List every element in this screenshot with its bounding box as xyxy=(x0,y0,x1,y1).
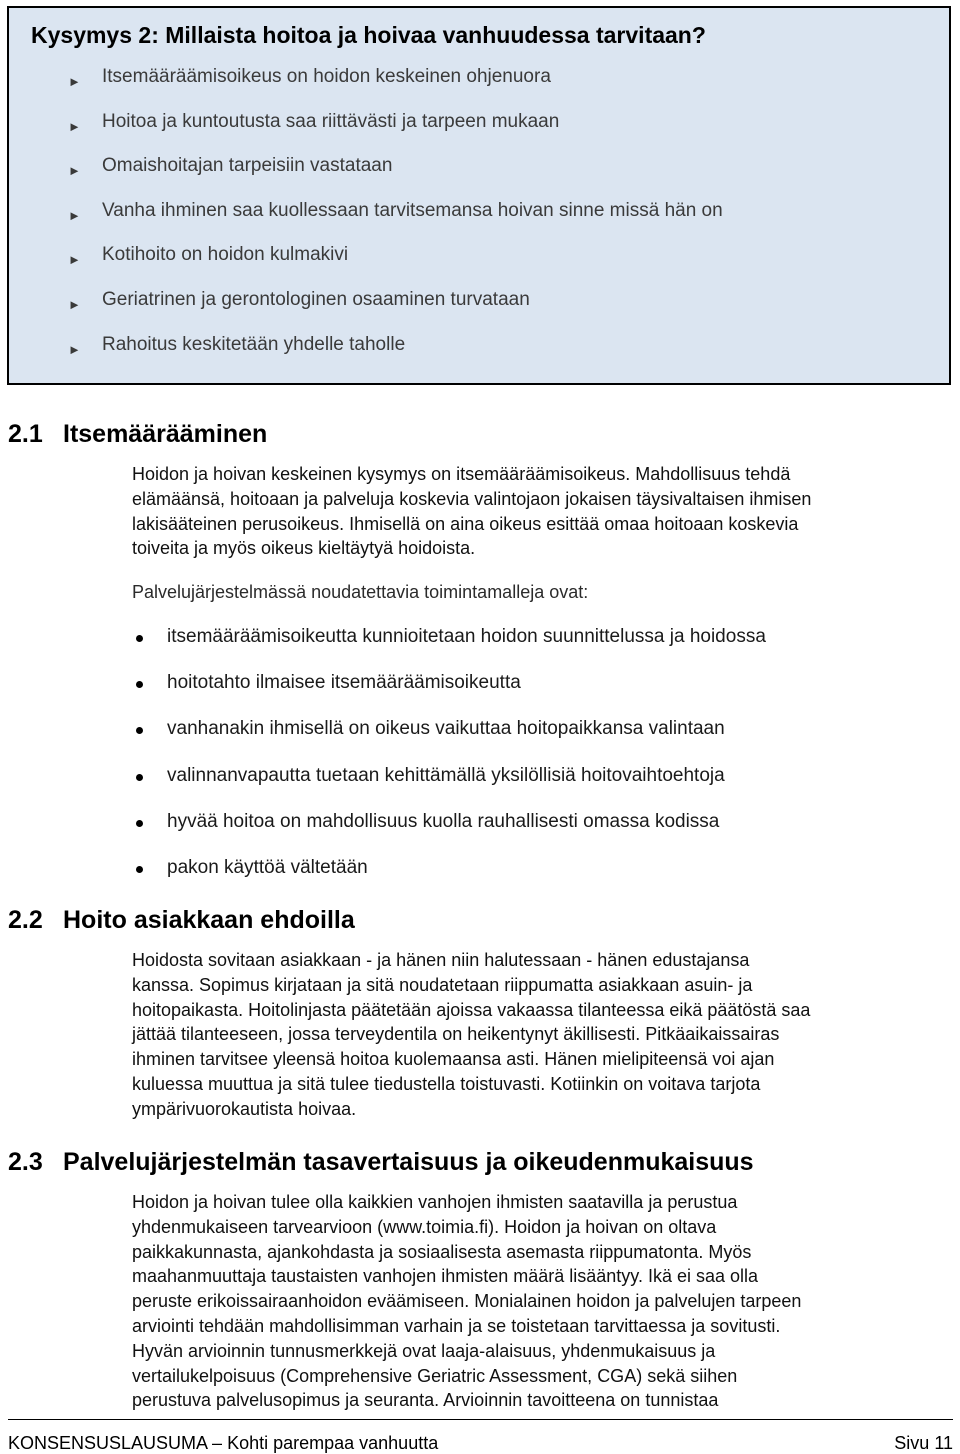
footer-page-number: Sivu 11 xyxy=(894,1433,953,1453)
models-intro: Palvelujärjestelmässä noudatettavia toimintamalleja ovat: xyxy=(132,582,589,602)
question-box-item: ► Kotihoito on hoidon kulmakivi xyxy=(68,244,349,268)
list-item: pakon käyttöä vältetään xyxy=(0,857,960,903)
page-footer xyxy=(8,1419,953,1452)
list-item: vanhanakin ihmisellä on oikeus vaikuttaa hoitopaikkansa valintaan xyxy=(0,718,960,764)
section-title: Itsemäärääminen xyxy=(63,420,268,448)
question-box-item: ► Rahoitus keskitetään yhdelle taholle xyxy=(68,333,406,357)
triangle-bullet-icon: ► xyxy=(68,296,81,312)
question-box-list xyxy=(9,66,949,378)
list-item: valinnanvapautta tuetaan kehittämällä yksilöllisiä hoitovaihtoehtoja xyxy=(0,765,960,811)
triangle-bullet-icon: ► xyxy=(68,163,81,179)
triangle-bullet-icon: ► xyxy=(68,207,81,223)
triangle-bullet-icon: ► xyxy=(68,341,81,357)
triangle-bullet-icon: ► xyxy=(68,252,81,268)
section-2-3-paragraph: Hoidon ja hoivan tulee olla kaikkien vanhojen ihmisten saatavilla ja perustua yhdenmukaiseen tarvearvioon (www.toimia.fi). Hoidon ja hoivan on oltava paikkakunnasta, ajankohdasta ja sosiaalisesta asemasta riippumatonta. Myös maahanmuuttaja taustaisten vanhojen ihmisten määrä lisääntyy. Ikä ei saa olla peruste erikoissairaanhoidon eväämiseen. Monialainen hoidon ja palvelujen tarpeen arviointi tehdään mahdollisimman varhain ja se toistetaan tarvittaessa ja sovitusti. Hyvän arvioinnin tunnusmerkkejä ovat laaja-alaisuus, yhdenmukaisuus ja vertailukelpoisuus (Comprehensive Geriatric Assessment, CGA) sekä siihen perustuva palvelusopimus ja seuranta. Arvioinnin tavoitteena on tunnistaa xyxy=(132,1192,802,1411)
list-item: hoitotahto ilmaisee itsemääräämisoikeutta xyxy=(0,672,960,718)
list-item: hyvää hoitoa on mahdollisuus kuolla rauhallisesti omassa kodissa xyxy=(0,811,960,857)
triangle-bullet-icon: ► xyxy=(68,118,81,134)
question-box xyxy=(7,6,951,385)
bullet-dot-icon xyxy=(136,727,143,734)
section-title: Palvelujärjestelmän tasavertaisuus ja oikeudenmukaisuus xyxy=(63,1148,754,1176)
section-title: Hoito asiakkaan ehdoilla xyxy=(63,906,355,934)
question-box-item: ► Hoitoa ja kuntoutusta saa riittävästi ja tarpeen mukaan xyxy=(68,110,560,134)
section-2-2-paragraph: Hoidosta sovitaan asiakkaan - ja hänen niin halutessaan - hänen edustajansa kanssa. Sopimus kirjataan ja sitä noudatetaan riippumatta asiakkaan asuin- ja hoitopaikasta. Hoitolinjasta päätetään ajoissa vakaassa tilanteessa eikä päätöstä saa jättää tilanteeseen, jossa terveydentila on heikentynyt äkillisesti. Pitkäaikaissairas ihminen tarvitsee yleensä hoitoa kuolemaansa asti. Hänen mielipiteensä voi ajan kuluessa muuttua ja sitä tulee tiedustella toistuvasti. Kotiinkin on voitava tarjota ympärivuorokautista hoivaa. xyxy=(132,950,811,1119)
bullet-dot-icon xyxy=(136,635,143,642)
question-box-item: ► Itsemääräämisoikeus on hoidon keskeinen ohjenuora xyxy=(68,66,551,89)
question-box-title: Kysymys 2: Millaista hoitoa ja hoivaa vanhuudessa tarvitaan? xyxy=(31,22,706,48)
triangle-bullet-icon: ► xyxy=(68,74,81,89)
section-number: 2.1 xyxy=(8,420,43,448)
question-box-item: ► Omaishoitajan tarpeisiin vastataan xyxy=(68,155,393,179)
section-number: 2.2 xyxy=(8,906,43,934)
bullet-dot-icon xyxy=(136,866,143,873)
footer-document-title: KONSENSUSLAUSUMA – Kohti parempaa vanhuutta xyxy=(8,1433,439,1453)
bullet-dot-icon xyxy=(136,774,143,781)
models-list xyxy=(0,626,960,903)
section-number: 2.3 xyxy=(8,1148,43,1176)
section-2-1-paragraph: Hoidon ja hoivan keskeinen kysymys on itsemääräämisoikeus. Mahdollisuus tehdä elämäänsä, hoitoaan ja palveluja koskevia valintojaon jokaisen täysivaltaisen ihmisen lakisääteinen perusoikeus. Ihmisellä on aina oikeus esittää omaa hoitoaan koskevia toiveita ja myös oikeus kieltäytyä hoidoista. xyxy=(132,464,812,559)
list-item: itsemääräämisoikeutta kunnioitetaan hoidon suunnittelussa ja hoidossa xyxy=(0,626,960,672)
question-box-item: ► Vanha ihminen saa kuollessaan tarvitsemansa hoivan sinne missä hän on xyxy=(68,199,723,223)
bullet-dot-icon xyxy=(136,681,143,688)
bullet-dot-icon xyxy=(136,820,143,827)
question-box-item: ► Geriatrinen ja gerontologinen osaaminen turvataan xyxy=(68,288,530,312)
